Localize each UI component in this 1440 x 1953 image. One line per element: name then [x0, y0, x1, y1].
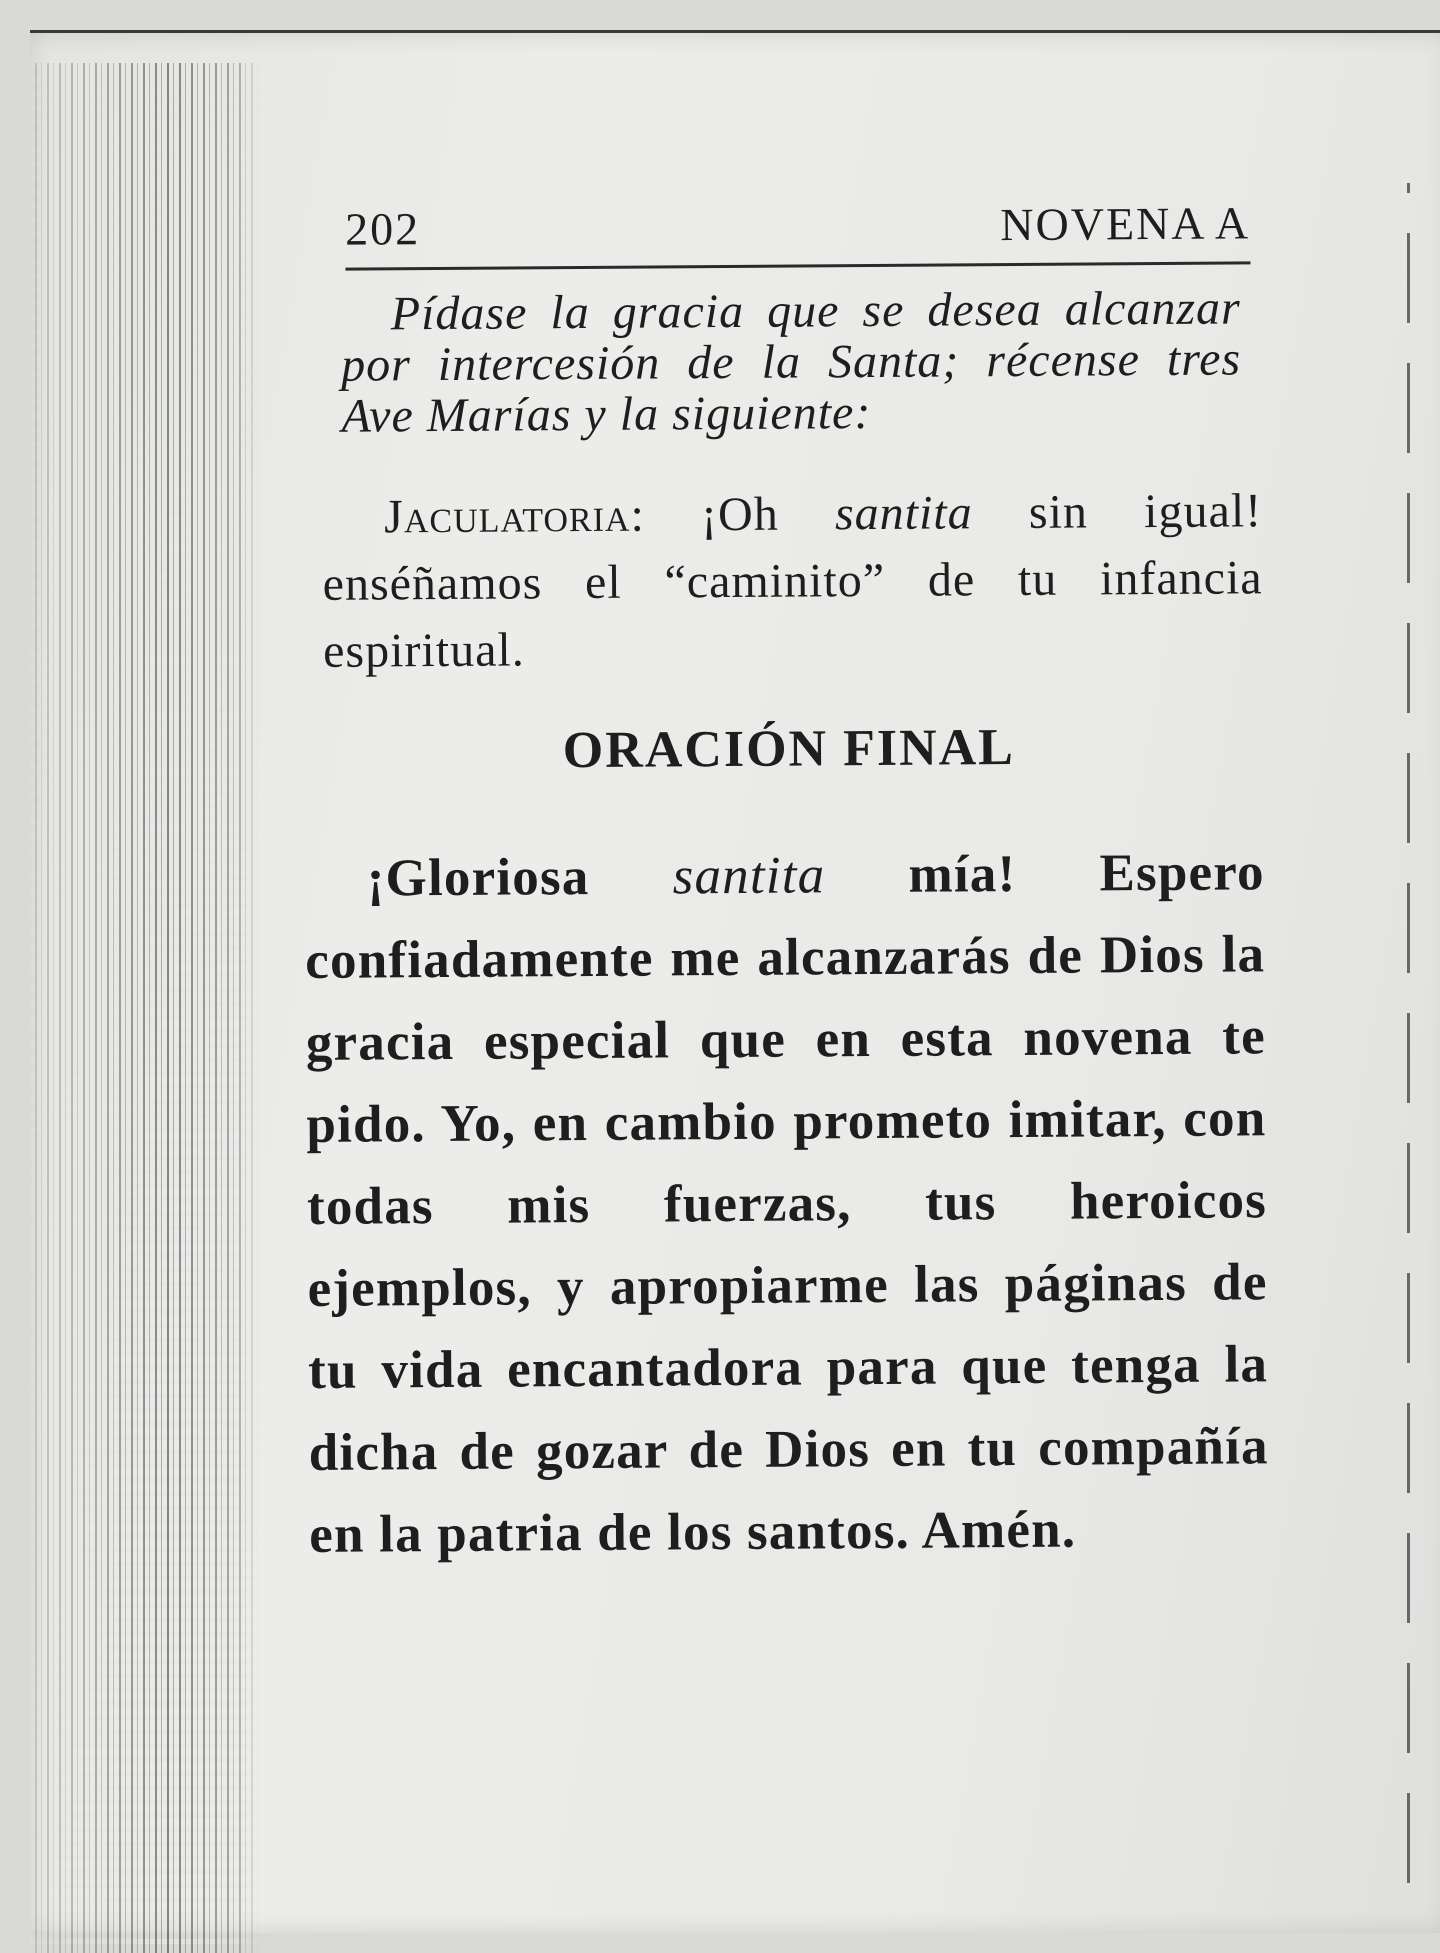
- section-title: ORACIÓN FINAL: [562, 719, 1016, 780]
- page-edge-line: [1407, 183, 1410, 1883]
- running-title: NOVENA A: [1000, 197, 1251, 251]
- prayer-emphasis: santita: [672, 846, 826, 906]
- jaculatoria-text-start: ¡Oh: [644, 487, 836, 542]
- jaculatoria-label: Jaculatoria:: [384, 488, 645, 544]
- jaculatoria-paragraph: [322, 477, 1263, 685]
- prayer-text-end: mía! Espero confiadamente me alcanzarás de Dios la gracia especial que en esta novena te pido. Yo, en cambio prometo imitar, con todas mis fuerzas, tus heroicos ejemplos, y apropiarme las páginas de tu vida encantadora para que tenga la dicha de gozar de Dios en tu compañía en la patria de los santos. Amén.: [305, 843, 1269, 1564]
- binding-gutter: [30, 63, 260, 1953]
- jaculatoria-emphasis: santita: [834, 486, 973, 541]
- jaculatoria-text-end: sin igual! enséñamos el “caminito” de tu infancia espiritual.: [322, 484, 1263, 678]
- prayer-paragraph: [304, 831, 1269, 1576]
- running-header: [345, 196, 1250, 270]
- page-number: 202: [345, 203, 421, 255]
- page-content: [300, 196, 1280, 1576]
- book-page: [30, 30, 1440, 1933]
- instruction-paragraph: Pídase la gracia que se desea alcanzar por intercesión de la Santa; récense tres Ave Marías y la siguiente:: [340, 281, 1242, 443]
- prayer-text-start: ¡Gloriosa: [366, 847, 673, 908]
